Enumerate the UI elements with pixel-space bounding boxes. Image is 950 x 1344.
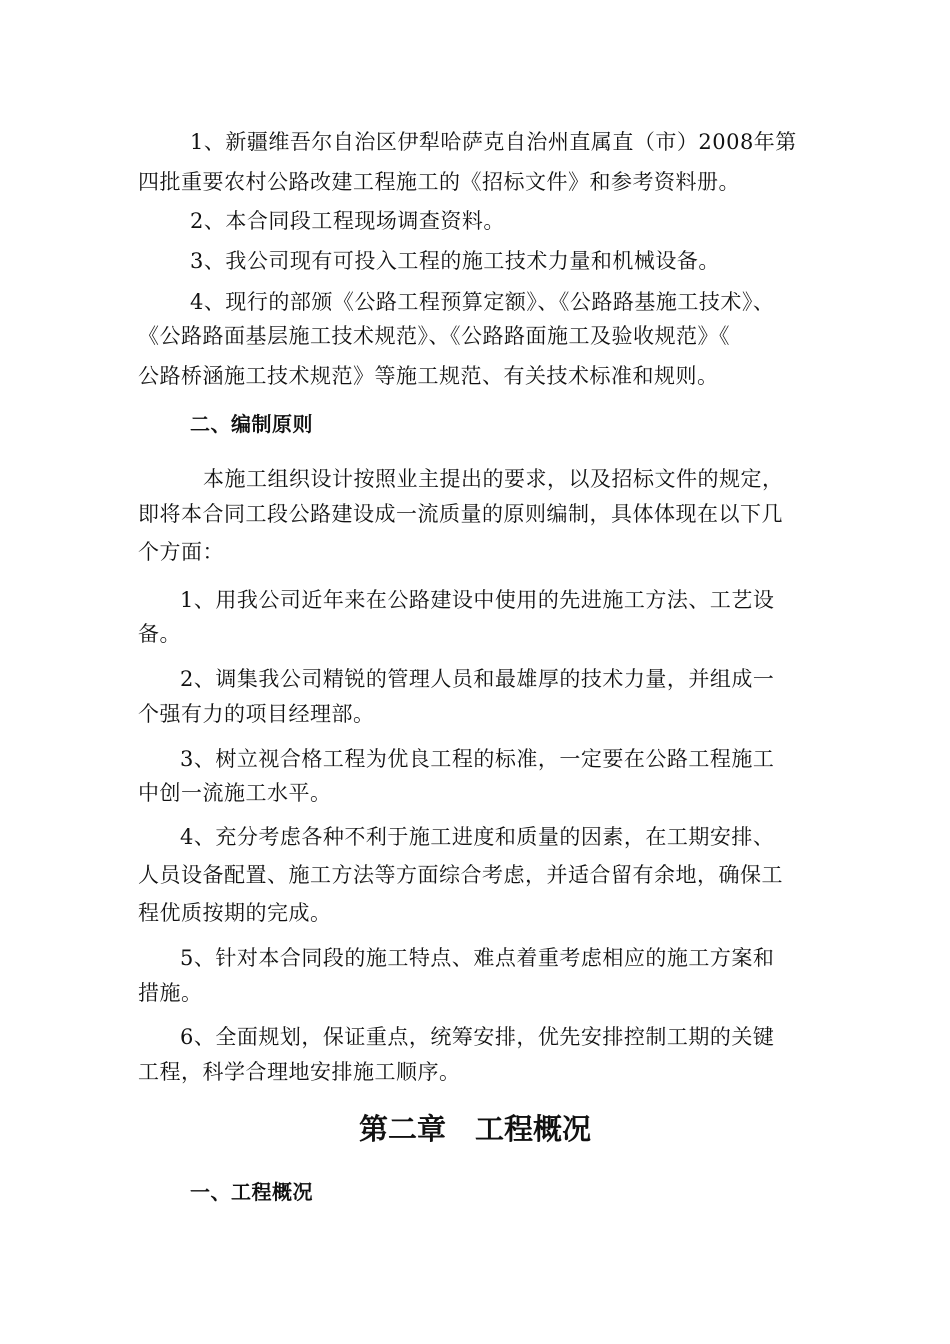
basis-item-2: 2、本合同段工程现场调查资料。	[190, 209, 505, 233]
principle-item-6-line-1: 6、全面规划，保证重点，统筹安排，优先安排控制工期的关键	[180, 1025, 775, 1049]
principle-item-3-line-1: 3、树立视合格工程为优良工程的标准，一定要在公路工程施工	[180, 747, 775, 771]
principle-item-4-line-1: 4、充分考虑各种不利于施工进度和质量的因素，在工期安排、	[180, 825, 775, 849]
section-heading-compilation-principles: 二、编制原则	[190, 412, 313, 436]
principle-item-3-line-2: 中创一流施工水平。	[138, 781, 332, 805]
principle-item-5-line-2: 措施。	[138, 981, 203, 1005]
principle-item-4-line-3: 程优质按期的完成。	[138, 901, 332, 925]
principle-item-1-line-2: 备。	[138, 622, 181, 646]
principle-item-6-line-2: 工程，科学合理地安排施工顺序。	[138, 1060, 461, 1084]
principle-item-4-line-2: 人员设备配置、施工方法等方面综合考虑，并适合留有余地，确保工	[138, 863, 783, 887]
basis-item-4-line-3: 公路桥涵施工技术规范》等施工规范、有关技术标准和规则。	[138, 364, 719, 388]
basis-item-1-line-2: 四批重要农村公路改建工程施工的《招标文件》和参考资料册。	[138, 170, 740, 194]
principle-item-1-line-1: 1、用我公司近年来在公路建设中使用的先进施工方法、工艺设	[180, 588, 775, 612]
principles-intro-line-1: 本施工组织设计按照业主提出的要求，以及招标文件的规定，	[203, 467, 784, 491]
basis-item-3: 3、我公司现有可投入工程的施工技术力量和机械设备。	[190, 249, 720, 273]
chapter-title: 第二章 工程概况	[358, 1112, 591, 1146]
basis-item-4-line-1: 4、现行的部颁《公路工程预算定额》、《公路路基施工技术》、	[190, 290, 775, 314]
principle-item-5-line-1: 5、针对本合同段的施工特点、难点着重考虑相应的施工方案和	[180, 946, 775, 970]
section-heading-project-overview: 一、工程概况	[190, 1180, 313, 1204]
principle-item-2-line-2: 个强有力的项目经理部。	[138, 702, 375, 726]
basis-item-1-line-1: 1、新疆维吾尔自治区伊犁哈萨克自治州直属直（市）2008年第	[190, 130, 797, 154]
principles-intro-line-2: 即将本合同工段公路建设成一流质量的原则编制，具体体现在以下几	[138, 502, 783, 526]
principles-intro-line-3: 个方面：	[138, 540, 224, 564]
basis-item-4-line-2: 《公路路面基层施工技术规范》、《公路路面施工及验收规范》《	[138, 324, 730, 348]
principle-item-2-line-1: 2、调集我公司精锐的管理人员和最雄厚的技术力量，并组成一	[180, 667, 775, 691]
